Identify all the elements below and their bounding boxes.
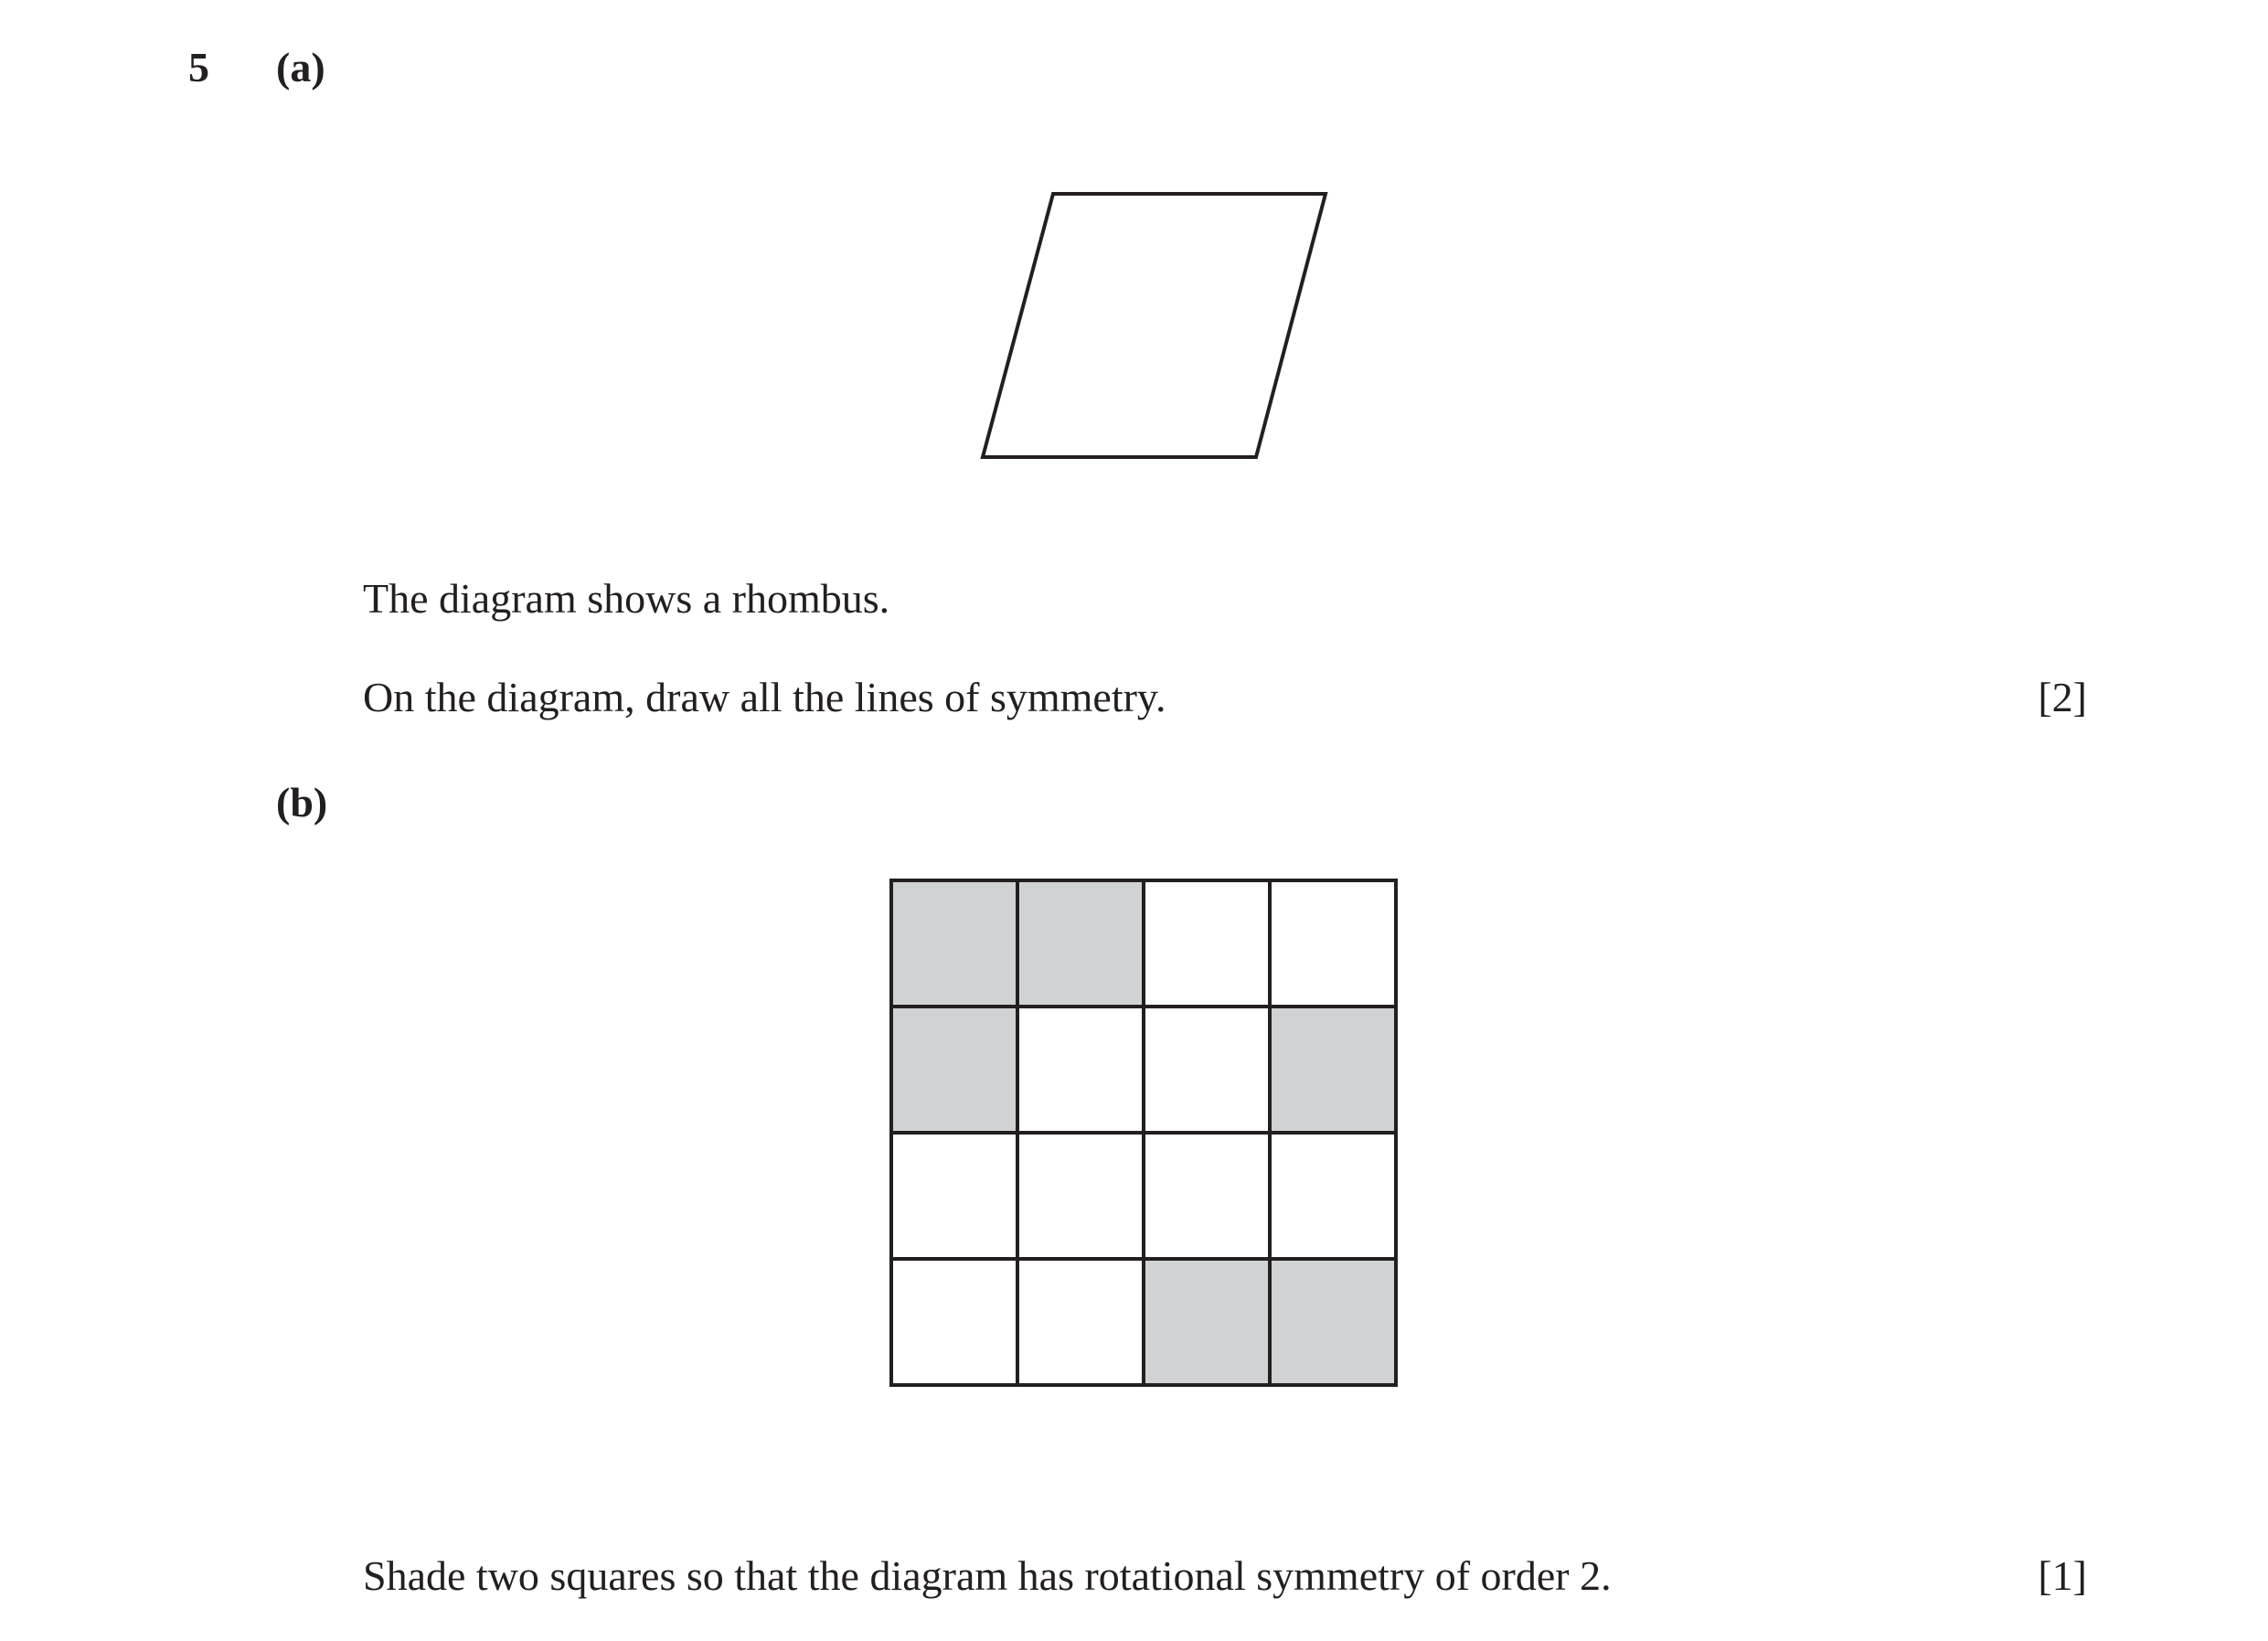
grid-cell (1017, 1259, 1144, 1385)
rhombus-shape (983, 194, 1326, 457)
grid-cell (891, 1259, 1017, 1385)
grid-cell-shaded (891, 1007, 1017, 1133)
grid-cell-shaded (891, 880, 1017, 1007)
symmetry-grid (891, 880, 1396, 1385)
question-number: 5 (188, 44, 209, 91)
grid-cell (1270, 880, 1396, 1007)
part-a-label: (a) (276, 44, 325, 91)
part-a-marks: [2] (2038, 674, 2087, 720)
grid-cell (1270, 1133, 1396, 1259)
part-b-label: (b) (276, 779, 328, 826)
part-b-marks: [1] (2038, 1552, 2087, 1599)
part-b-instruction: Shade two squares so that the diagram has rotational symmetry of order 2. (363, 1552, 1612, 1599)
grid-cell (1017, 1133, 1144, 1259)
grid-cell (1144, 880, 1270, 1007)
grid-cell-shaded (1017, 880, 1144, 1007)
grid-cell (1144, 1133, 1270, 1259)
grid-cell-shaded (1144, 1259, 1270, 1385)
grid-cell (891, 1133, 1017, 1259)
grid-cell (1144, 1007, 1270, 1133)
grid-cell-shaded (1270, 1259, 1396, 1385)
part-a-line-1: The diagram shows a rhombus. (363, 575, 890, 622)
grid-cell (1017, 1007, 1144, 1133)
part-a-line-2: On the diagram, draw all the lines of symmetry. (363, 674, 1166, 720)
grid-cell-shaded (1270, 1007, 1396, 1133)
